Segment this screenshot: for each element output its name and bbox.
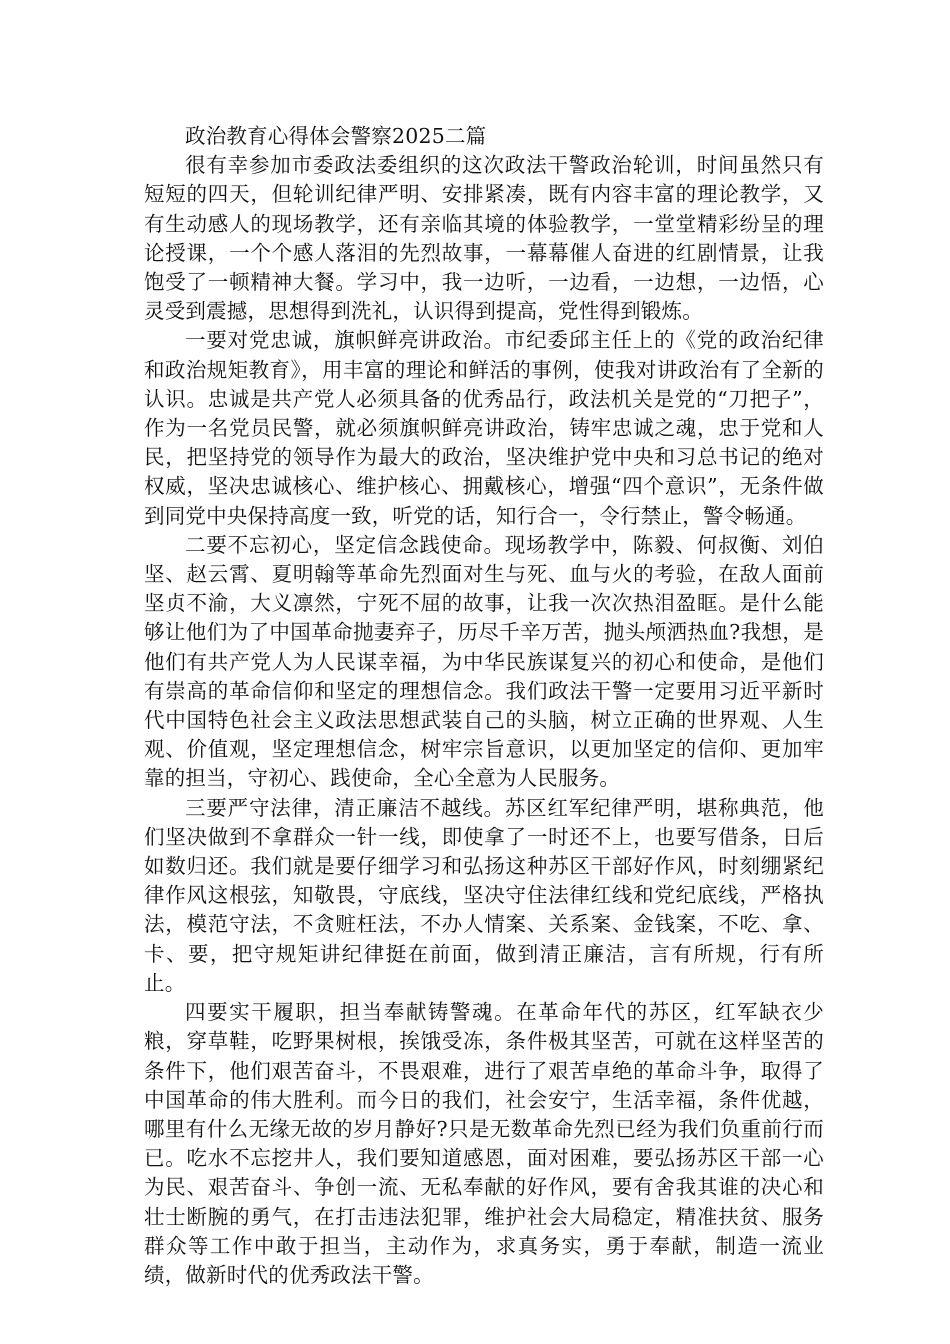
document-page bbox=[144, 122, 824, 1290]
paragraph-dedication: 四要实干履职，担当奉献铸警魂。在革命年代的苏区，红军缺衣少粮，穿草鞋，吃野果树根，挨饿受冻，条件极其坚苦，可就在这样坚苦的条件下，他们艰苦奋斗，不畏艰难，进行了艰苦卓绝的革命斗争，取得了中国革命的伟大胜利。而今日的我们，社会安宁，生活幸福，条件优越，哪里有什么无缘无故的岁月静好?只是无数革命先烈已经为我们负重前行而已。吃水不忘挖井人，我们要知道感恩，面对困难，要弘扬苏区干部一心为民、艰苦奋斗、争创一流、无私奉献的好作风，要有舍我其谁的决心和壮士断腕的勇气，在打击违法犯罪，维护社会大局稳定，精准扶贫、服务群众等工作中敢于担当，主动作为，求真务实，勇于奉献，制造一流业绩，做新时代的优秀政法干警。 bbox=[144, 1000, 824, 1287]
paragraph-loyalty: 一要对党忠诚，旗帜鲜亮讲政治。市纪委邱主任上的《党的政治纪律和政治规矩教育》，用丰富的理论和鲜活的事例，使我对讲政治有了全新的认识。忠诚是共产党人必须具备的优秀品行，政法机关是党的“刀把子”，作为一名党员民警，就必须旗帜鲜亮讲政治，铸牢忠诚之魂，忠于党和人民，把坚持党的领导作为最大的政治，坚决维护党中央和习总书记的绝对权威，坚决忠诚核心、维护核心、拥戴核心，增强“四个意识”，无条件做到同党中央保持高度一致，听党的话，知行合一，令行禁止，警令畅通。 bbox=[144, 328, 824, 528]
paragraph-intro: 很有幸参加市委政法委组织的这次政法干警政治轮训，时间虽然只有短短的四天，但轮训纪律严明、安排紧凑，既有内容丰富的理论教学，又有生动感人的现场教学，还有亲临其境的体验教学，一堂堂精彩纷呈的理论授课，一个个感人落泪的先烈故事，一幕幕催人奋进的红剧情景，让我饱受了一顿精神大餐。学习中，我一边听，一边看，一边想，一边悟，心灵受到震撼，思想得到洗礼，认识得到提高，党性得到锻炼。 bbox=[144, 153, 824, 324]
paragraph-law-discipline: 三要严守法律，清正廉洁不越线。苏区红军纪律严明，堪称典范，他们坚决做到不拿群众一针一线，即使拿了一时还不上，也要写借条，日后如数归还。我们就是要仔细学习和弘扬这种苏区干部好作风，时刻绷紧纪律作风这根弦，知敬畏，守底线，坚决守住法律红线和党纪底线，严格执法，模范守法，不贪赃枉法，不办人情案、关系案、金钱案，不吃、拿、卡、要，把守规矩讲纪律挺在前面，做到清正廉洁，言有所规，行有所止。 bbox=[144, 795, 824, 995]
document-title: 政治教育心得体会警察2025二篇 bbox=[185, 124, 487, 148]
paragraph-original-aspiration: 二要不忘初心，坚定信念践使命。现场教学中，陈毅、何叔衡、刘伯坚、赵云霄、夏明翰等革命先烈面对生与死、血与火的考验，在敌人面前坚贞不渝，大义凛然，宁死不屈的故事，让我一次次热泪盈眶。是什么能够让他们为了中国革命抛妻弃子，历尽千辛万苦，抛头颅洒热血?我想，是他们有共产党人为人民谋幸福，为中华民族谋复兴的初心和使命，是他们有崇高的革命信仰和坚定的理想信念。我们政法干警一定要用习近平新时代中国特色社会主义政法思想武装自己的头脑，树立正确的世界观、人生观、价值观，坚定理想信念，树牢宗旨意识，以更加坚定的信仰、更加牢靠的担当，守初心、践使命，全心全意为人民服务。 bbox=[144, 532, 824, 791]
